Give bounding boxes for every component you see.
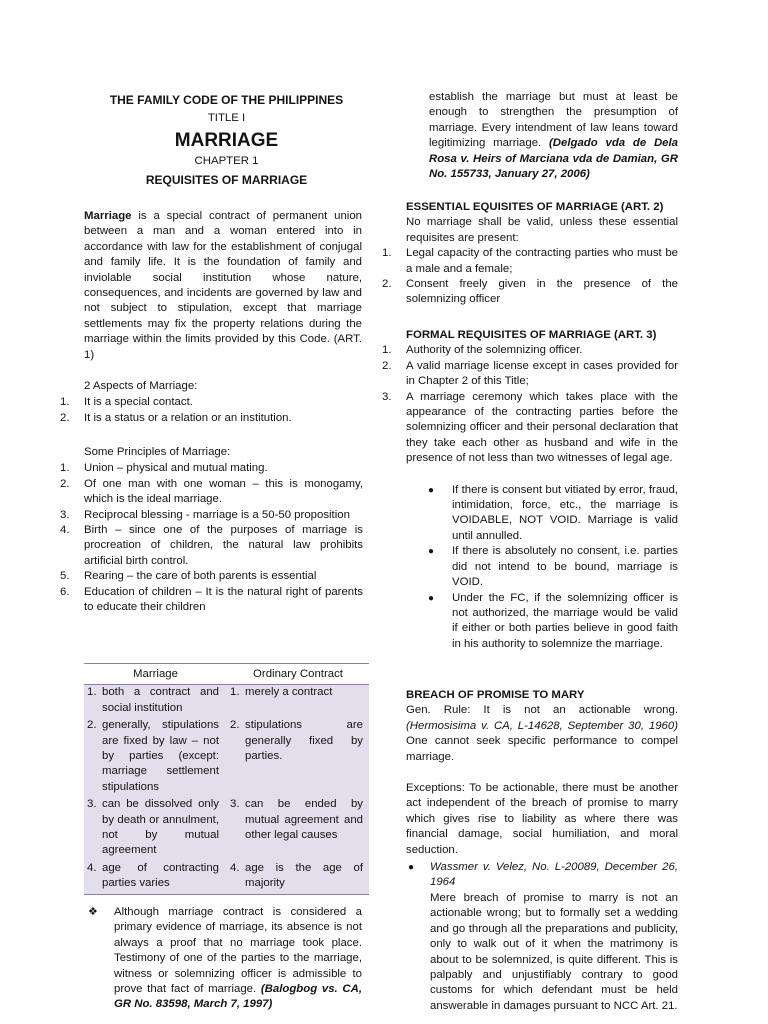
section-heading-marriage: MARRIAGE — [174, 130, 279, 151]
chapter-title: REQUISITES OF MARRIAGE — [145, 173, 308, 187]
table-cell: merely a contract — [245, 686, 333, 699]
rule-citation: (Hermosisima v. CA, L-14628, September 30, 1960) — [406, 719, 678, 732]
table-row: 4. age of contracting parties varies 4. age is the age of majority — [84, 861, 369, 894]
marriage-definition — [84, 209, 362, 363]
bullet-icon: ● — [408, 862, 415, 874]
bullet-icon: ● — [428, 484, 435, 496]
note-citation: (Balogbog vs. CA, GR No. 83598, March 7, 1997) — [114, 983, 362, 1011]
continued-text: establish the marriage but must at least be enough to strengthen the presumption of marriage. Every intendment of law leans toward legitimizing marriage. — [429, 91, 678, 150]
case-citation: Wassmer v. Velez, No. L-20089, December 26, 1964 — [430, 861, 678, 889]
list-item: 1. Authority of the solemnizing officer. — [382, 344, 583, 357]
table-cell: generally, stipulations are fixed by law – not by parties (except: marriage settlement stipulations — [102, 719, 219, 793]
essential-requisites-section — [382, 200, 678, 308]
continued-paragraph — [429, 90, 678, 182]
formal-notes — [406, 483, 678, 652]
marriage-definition-text: is a special contract of permanent union between a man and a woman entered into in accordance with law for the establishment of conjugal and family life. It is the foundation of family and inviolable social institution whose nature, consequences, and incidents are governed by law and not subject to stipulation, except that marriage settlements may fix the property relations during the marriage within the limits provided by this Code. (ART. 1) — [84, 210, 362, 361]
title-number: TITLE I — [207, 112, 246, 124]
marriage-evidence-note — [84, 905, 362, 1013]
note-text: Although marriage contract is considered a primary evidence of marriage, its absence is not always a proof that no marriage took place. Testimony of one of the parties to the marriage, witness or solemnizing officer is admissible to prove that fact of marriage. — [114, 906, 362, 996]
table-cell: both a contract and social institution — [102, 686, 219, 714]
aspects-section — [60, 379, 369, 426]
list-item: ● Under the FC, if the solemnizing officer is not authorized, the marriage would be valid if either or both parties believe in good faith in his authority to solemnize the marriage. — [428, 591, 678, 650]
list-item: 2. It is a status or a relation or an institution. — [60, 411, 292, 424]
list-item: 3. Reciprocal blessing - marriage is a 50-50 proposition — [60, 508, 350, 521]
document-title: THE FAMILY CODE OF THE PHILIPPINES — [109, 93, 344, 107]
list-item: ● If there is absolutely no consent, i.e. parties did not intend to be bound, marriage is VOID. — [428, 545, 678, 589]
list-item: 2. Consent freely given in the presence of the solemnizing officer — [382, 278, 678, 306]
list-item: ● If there is consent but vitiated by error, fraud, intimidation, force, etc., the marriage is VOIDABLE, NOT VOID. Marriage is valid until annulled. — [428, 483, 678, 542]
exceptions-paragraph: Exceptions: To be actionable, there must be another act independent of the breach of promise to marry which gives rise to liability as where there was financial damage, social humiliation, and moral seduction. — [406, 782, 678, 856]
formal-list — [382, 343, 678, 466]
table-cell: age of contracting parties varies — [102, 861, 219, 890]
table-row: 2. generally, stipulations are fixed by law – not by parties (except: marriage settlement stipulations 2. stipulations are generally fixed by parties. — [84, 718, 369, 797]
principles-section — [60, 445, 369, 615]
breach-section — [406, 688, 678, 1014]
comparison-table — [84, 663, 369, 895]
principles-list — [60, 461, 369, 615]
formal-heading: FORMAL REQUISITES OF MARRIAGE (ART. 3) — [406, 329, 657, 341]
general-rule: Gen. Rule: It is not an actionable wrong. (Hermosisima v. CA, L-14628, September 30, 1960) One cannot seek specific performance to compel marriage. — [406, 704, 678, 763]
list-item: 1. Union – physical and mutual mating. — [60, 462, 268, 475]
list-item: 6. Education of children – It is the natural right of parents to educate their children — [60, 585, 363, 614]
marriage-term: Marriage — [84, 210, 132, 222]
list-item: 2. Of one man with one woman – this is monogamy, which is the ideal marriage. — [60, 477, 363, 506]
table-cell: stipulations are generally fixed by parties. — [245, 719, 363, 763]
aspects-list — [60, 395, 369, 426]
principles-heading: Some Principles of Marriage: — [84, 446, 231, 458]
essential-heading: ESSENTIAL EQUISITES OF MARRIAGE (ART. 2) — [406, 201, 664, 213]
case-text: Mere breach of promise to marry is not an actionable wrong; but to formally set a wedding and go through all the preparations and publicity, only to walk out of it when the matrimony is about to be solemnized, is quite different. This is palpably and unjustifiably contrary to good customs for which defendant must be held answerable in damages pursuant to NCC Art. 21. — [430, 891, 678, 1012]
list-item: 1. It is a special contact. — [60, 396, 193, 409]
list-item: 3. A marriage ceremony which takes place with the appearance of the contracting parties before the solemnizing officer and their personal declaration that they take each other as husband and wife in the presence of not less than two witnesses of legal age. — [382, 390, 678, 465]
breach-heading: BREACH OF PROMISE TO MARY — [406, 689, 585, 701]
formal-requisites-section — [382, 328, 678, 652]
list-item: 2. A valid marriage license except in cases provided for in Chapter 2 of this Title; — [382, 359, 678, 388]
comparison-table-wrap — [84, 663, 369, 895]
column-header-marriage: Marriage — [84, 664, 227, 685]
diamond-bullet-icon: ❖ — [88, 906, 98, 918]
essential-intro: No marriage shall be valid, unless these essential requisites are present: — [406, 216, 678, 244]
essential-list — [382, 246, 678, 308]
aspects-heading: 2 Aspects of Marriage: — [84, 380, 198, 392]
table-row: 1. both a contract and social institution 1. merely a contract — [84, 685, 369, 718]
chapter-number: CHAPTER 1 — [194, 155, 259, 167]
table-row: 3. can be dissolved only by death or annulment, not by mutual agreement 3. can be ended by mutual agreement and other legal causes — [84, 797, 369, 861]
table-cell: age is the age of majority — [245, 861, 363, 890]
list-item: 5. Rearing – the care of both parents is essential — [60, 570, 317, 583]
list-item: 1. Legal capacity of the contracting parties who must be a male and a female; — [382, 247, 678, 275]
case-wassmer — [406, 860, 678, 1014]
continued-citation: (Delgado vda de Dela Rosa v. Heirs of Marciana vda de Damian, GR No. 155733, January 27, 2006) — [429, 137, 679, 181]
column-header-ordinary-contract: Ordinary Contract — [227, 664, 369, 685]
list-item: 4. Birth – since one of the purposes of marriage is procreation of children, the natural law prohibits artificial birth control. — [60, 524, 363, 567]
bullet-icon: ● — [428, 546, 435, 558]
bullet-icon: ● — [428, 592, 435, 604]
table-cell: can be ended by mutual agreement and other legal causes — [245, 798, 363, 842]
table-cell: can be dissolved only by death or annulment, not by mutual agreement — [102, 798, 219, 857]
